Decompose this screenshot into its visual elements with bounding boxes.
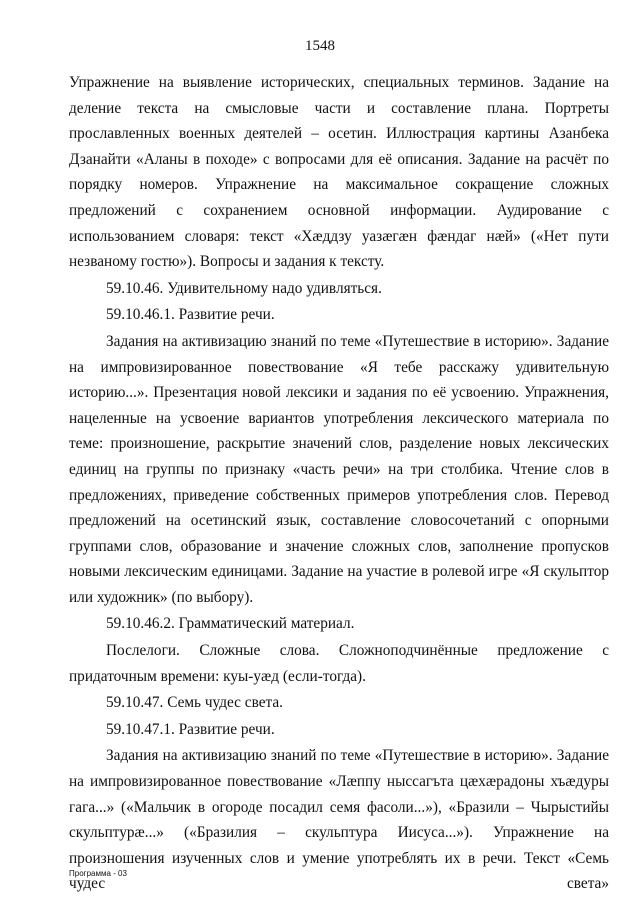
paragraph-exercises: Упражнение на выявление исторических, специальных терминов. Задание на деление текста на смысловые части и составление плана. Портреты прославленных военных деятелей – осетин. Иллюстрация картины Азанбека Дзанайти «Аланы в походе» с вопросами для её описания. Задание на расчёт по порядку номеров. Упражнение на максимальное сокращение сложных предложений с сохранением основной информации. Аудирование с использованием словаря: текст «Хæддзу уазæгæн фæндаг нæй» («Нет пути незваному гостю»). Вопросы и задания к тексту. — [69, 74, 609, 271]
heading-59-10-46: 59.10.46. Удивительному надо удивляться. — [106, 279, 382, 297]
paragraph-speech-development: Задания на активизацию знаний по теме «Путешествие в историю». Задание на импровизированное повествование «Я тебе расскажу удивительную историю...». Презентация новой лексики и задания по её усвоению. Упражнения, нацеленные на усвоение вариантов употребления лексического материала по теме: произношение, раскрытие значений слов, разделение новых лексических единиц на группы по признаку «часть речи» на три столбика. Чтение слов в предложениях, приведение собственных примеров употребления слов. Перевод предложений на осетинский язык, составление словосочетаний с опорными группами слов, образование и значение сложных слов, заполнение пропусков новыми лексическим единицами. Задание на участие в ролевой игре «Я скульптор или художник» (по выбору). — [69, 332, 609, 606]
paragraph-grammar: Послелоги. Сложные слова. Сложноподчинённые предложение с придаточным времени: куы-уæд (если-тогда). — [69, 642, 609, 685]
document-body — [69, 70, 609, 897]
paragraph-seven-wonders: Задания на активизацию знаний по теме «Путешествие в историю». Задание на импровизированное повествование «Лæппу ныссагъта цæхæрадоны хъæдуры гага...» («Мальчик в огороде посадил семя фасоли...»), «Бразили – Чырыстийы скульптурæ...» («Бразилия – скульптура Иисуса...»). Упражнение на произношения изученных слов и умение употреблять их в речи. Текст «Семь чудес света» — [69, 747, 609, 893]
heading-59-10-46-2: 59.10.46.2. Грамматический материал. — [106, 615, 355, 633]
heading-59-10-47: 59.10.47. Семь чудес света. — [106, 694, 283, 712]
heading-59-10-46-1: 59.10.46.1. Развитие речи. — [106, 306, 275, 324]
footer-label: Программа - 03 — [69, 869, 127, 878]
heading-59-10-47-1: 59.10.47.1. Развитие речи. — [106, 720, 275, 738]
page-number: 1548 — [305, 38, 335, 54]
